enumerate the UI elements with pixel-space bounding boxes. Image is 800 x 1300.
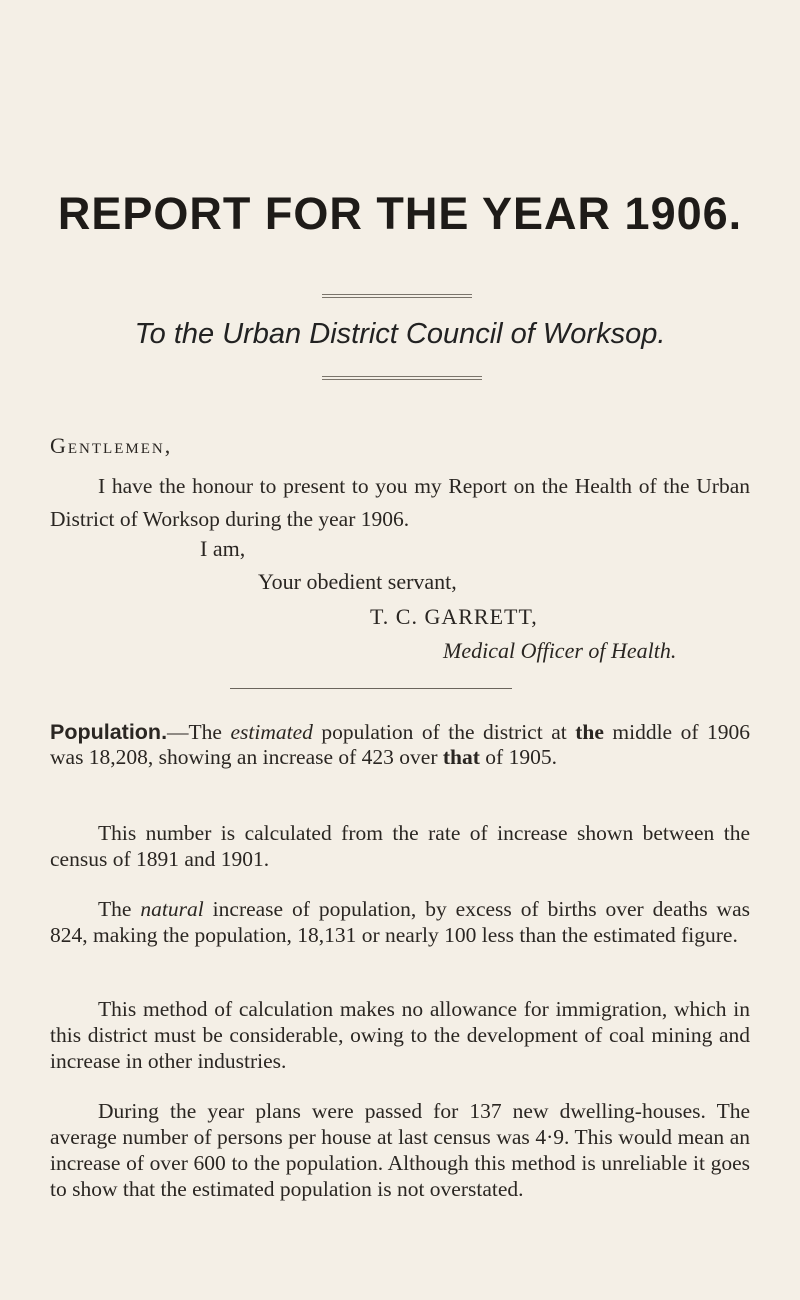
- section-divider: [230, 688, 512, 689]
- report-title: REPORT FOR THE YEAR 1906.: [57, 188, 743, 239]
- p3-emphasis: natural: [140, 897, 204, 921]
- p1-bold-b: that: [442, 745, 480, 769]
- population-heading: Population.: [50, 720, 168, 744]
- sign-off: Your obedient servant,: [258, 569, 457, 594]
- p1-emphasis: estimated: [230, 720, 313, 744]
- addressee-divider: [322, 376, 482, 377]
- closing: I am,: [200, 536, 246, 561]
- p1-text-c: of 1905.: [479, 745, 557, 769]
- p1-text-a: population of the district at: [312, 720, 576, 744]
- p1-text-b: middle of 1906 was 18,208, showing an increase of 423 over: [50, 720, 750, 769]
- p3-text-a: The: [98, 897, 141, 921]
- population-paragraph-4: This method of calculation makes no allowance for immigration, which in this district must be considerable, owing to the development of coal mining and increase in other industries.: [50, 997, 750, 1073]
- salutation: Gentlemen,: [50, 433, 173, 458]
- p3-text-b: increase of population, by excess of births over deaths was 824, making the population, 18,131 or nearly 100 less than the estimated figure.: [50, 897, 750, 947]
- signatory-title: Medical Officer of Health.: [443, 638, 677, 663]
- population-paragraph-3: [50, 896, 750, 948]
- population-paragraph-2: This number is calculated from the rate of increase shown between the census of 1891 and 1901.: [50, 821, 750, 871]
- title-divider: [322, 294, 472, 295]
- p1-bold-a: the: [575, 720, 604, 744]
- signatory-name: T. C. GARRETT,: [370, 604, 538, 629]
- p1-dash: —The: [167, 720, 231, 744]
- population-paragraph-5: During the year plans were passed for 137 new dwelling-houses. The average number of persons per house at last census was 4·9. This would mean an increase of over 600 to the population. Although this method is unreliable it goes to show that the estimated population is not overstated.: [50, 1099, 750, 1201]
- addressee-line: To the Urban District Council of Worksop.: [134, 318, 666, 350]
- letter-body: I have the honour to present to you my Report on the Health of the Urban District of Worksop during the year 1906.: [50, 474, 750, 531]
- population-paragraph-1: [50, 720, 750, 770]
